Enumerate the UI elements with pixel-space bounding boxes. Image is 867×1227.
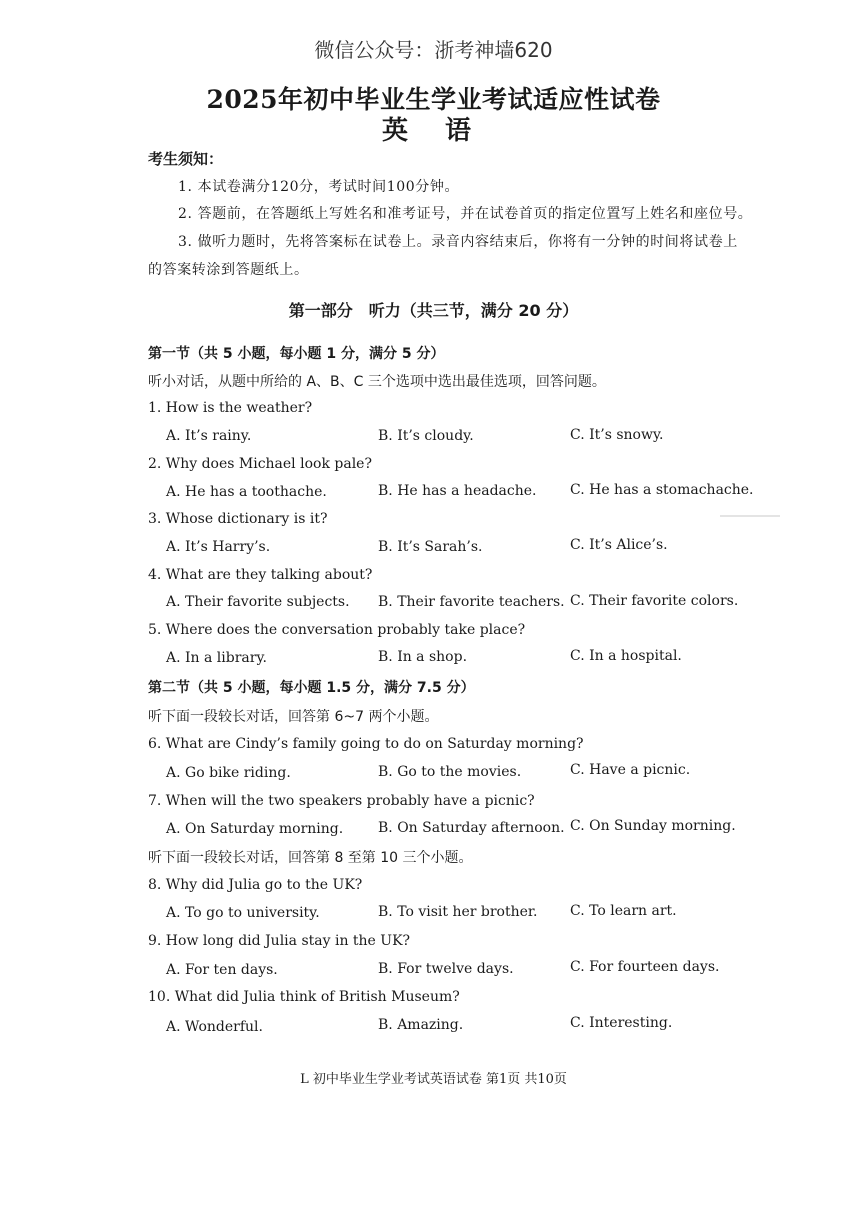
option-a: A. To go to university. [166,905,320,921]
option-b: B. Their favorite teachers. [378,594,565,610]
option-a: A. He has a toothache. [166,484,327,500]
option-a: A. Wonderful. [166,1019,263,1035]
section-instruction: 听下面一段较长对话，回答第 6~7 两个小题。 [148,709,439,725]
notice-heading: 考生须知： [148,150,224,168]
question-text: 5. Where does the conversation probably take place? [148,622,526,638]
option-c: C. In a hospital. [570,648,682,664]
option-a: A. It’s Harry’s. [166,539,271,555]
option-c: C. He has a stomachache. [570,482,754,498]
option-b: B. Go to the movies. [378,764,522,780]
option-b: B. Amazing. [378,1017,464,1033]
option-a: A. For ten days. [166,962,278,978]
question-text: 8. Why did Julia go to the UK? [148,877,363,893]
question-text: 6. What are Cindy’s family going to do on Saturday morning? [148,736,584,752]
question-text: 7. When will the two speakers probably have a picnic? [148,793,535,809]
option-c: C. On Sunday morning. [570,818,736,834]
notice-item: 的答案转涂到答题纸上。 [148,262,309,278]
question-text: 3. Whose dictionary is it? [148,511,328,527]
option-b: B. For twelve days. [378,961,514,977]
question-text: 4. What are they talking about? [148,567,373,583]
option-a: A. It’s rainy. [166,428,252,444]
notice-item: 2. 答题前，在答题纸上写姓名和准考证号，并在试卷首页的指定位置写上姓名和座位号。 [178,206,753,222]
option-a: A. On Saturday morning. [166,821,344,837]
option-b: B. On Saturday afternoon. [378,820,565,836]
section-instruction: 听下面一段较长对话，回答第 8 至第 10 三个小题。 [148,850,473,866]
option-b: B. It’s cloudy. [378,428,474,444]
option-b: B. In a shop. [378,649,468,665]
section-heading: 第二节（共 5 小题，每小题 1.5 分，满分 7.5 分） [148,680,475,696]
option-b: B. It’s Sarah’s. [378,539,483,555]
question-text: 9. How long did Julia stay in the UK? [148,933,411,949]
scan-smudge [720,515,780,517]
option-a: A. Their favorite subjects. [166,594,350,610]
option-b: B. To visit her brother. [378,904,538,920]
watermark-text: 微信公众号：浙考神墙620 [314,38,553,62]
option-c: C. It’s Alice’s. [570,537,668,553]
option-c: C. It’s snowy. [570,427,664,443]
option-c: C. Have a picnic. [570,762,691,778]
page-footer: L 初中毕业生学业考试英语试卷 第1页 共10页 [300,1072,567,1087]
subject-title: 英 语 [381,116,486,146]
part-title: 第一部分 听力（共三节，满分 20 分） [288,301,579,320]
option-b: B. He has a headache. [378,483,537,499]
option-c: C. To learn art. [570,903,677,919]
option-c: C. Interesting. [570,1015,673,1031]
option-c: C. Their favorite colors. [570,593,739,609]
option-a: A. In a library. [166,650,267,666]
question-text: 1. How is the weather? [148,400,313,416]
exam-title: 2025年初中毕业生学业考试适应性试卷 [206,85,661,114]
option-c: C. For fourteen days. [570,959,720,975]
option-a: A. Go bike riding. [166,765,291,781]
question-text: 2. Why does Michael look pale? [148,456,372,472]
notice-item: 1. 本试卷满分120分，考试时间100分钟。 [178,179,460,195]
section-instruction: 听小对话，从题中所给的 A、B、C 三个选项中选出最佳选项，回答问题。 [148,374,606,390]
notice-item: 3. 做听力题时，先将答案标在试卷上。录音内容结束后，你将有一分钟的时间将试卷上 [178,234,738,250]
section-heading: 第一节（共 5 小题，每小题 1 分，满分 5 分） [148,346,445,362]
question-text: 10. What did Julia think of British Museum? [148,989,460,1005]
